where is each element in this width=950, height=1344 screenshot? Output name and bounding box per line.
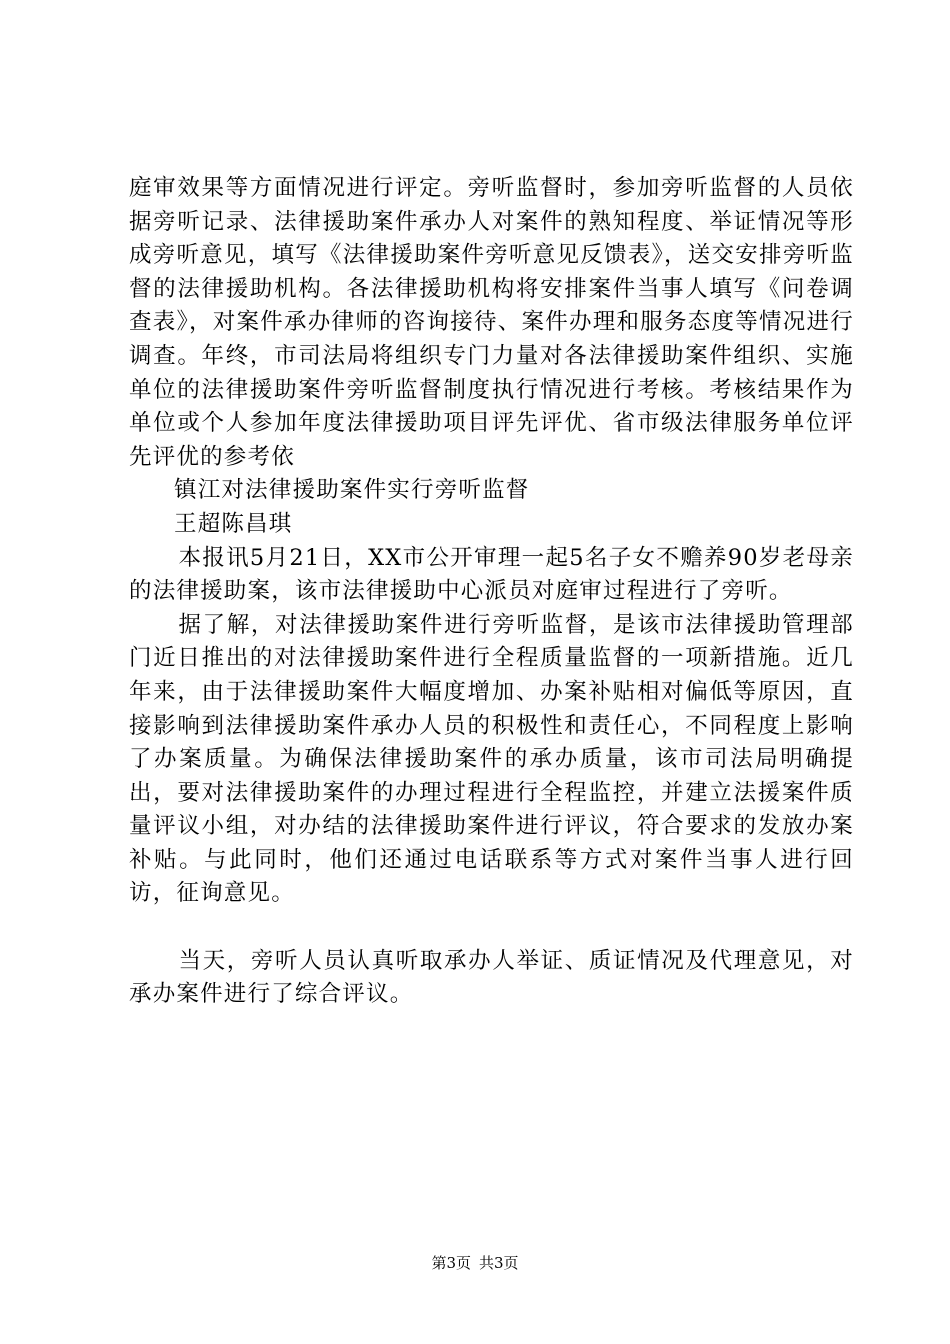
paragraph-lead: 本报讯5月21日，XX市公开审理一起5名子女不赡养90岁老母亲的法律援助案，该市法律援助中心派员对庭审过程进行了旁听。 (129, 544, 854, 605)
page-footer (0, 1253, 950, 1273)
article-byline: 王超陈昌琪 (174, 510, 293, 537)
paragraph-spacer (129, 911, 854, 945)
paragraph-body: 据了解，对法律援助案件进行旁听监督，是该市法律援助管理部门近日推出的对法律援助案件进行全程质量监督的一项新措施。近几年来，由于法律援助案件大幅度增加、办案补贴相对偏低等原因，直接影响到法律援助案件承办人员的积极性和责任心，不同程度上影响了办案质量。为确保法律援助案件的承办质量，该市司法局明确提出，要对法律援助案件的办理过程进行全程监控，并建立法援案件质量评议小组，对办结的法律援助案件进行评议，符合要求的发放办案补贴。与此同时，他们还通过电话联系等方式对案件当事人进行回访，征询意见。 (129, 611, 854, 907)
page-number: 第3页 (431, 1254, 471, 1272)
article-headline: 镇江对法律援助案件实行旁听监督 (174, 477, 530, 504)
paragraph-continuation: 庭审效果等方面情况进行评定。旁听监督时，参加旁听监督的人员依据旁听记录、法律援助案件承办人对案件的熟知程度、举证情况等形成旁听意见，填写《法律援助案件旁听意见反馈表》，送交安排旁听监督的法律援助机构。各法律援助机构将安排案件当事人填写《问卷调查表》，对案件承办律师的咨询接待、案件办理和服务态度等情况进行调查。年终，市司法局将组织专门力量对各法律援助案件组织、实施单位的法律援助案件旁听监督制度执行情况进行考核。考核结果作为单位或个人参加年度法律援助项目评先评优、省市级法律服务单位评先评优的参考依 (129, 175, 854, 470)
paragraph-closing: 当天，旁听人员认真听取承办人举证、质证情况及代理意见，对承办案件进行了综合评议。 (129, 947, 854, 1008)
page-total: 共3页 (479, 1254, 519, 1272)
document-body (129, 172, 854, 1012)
